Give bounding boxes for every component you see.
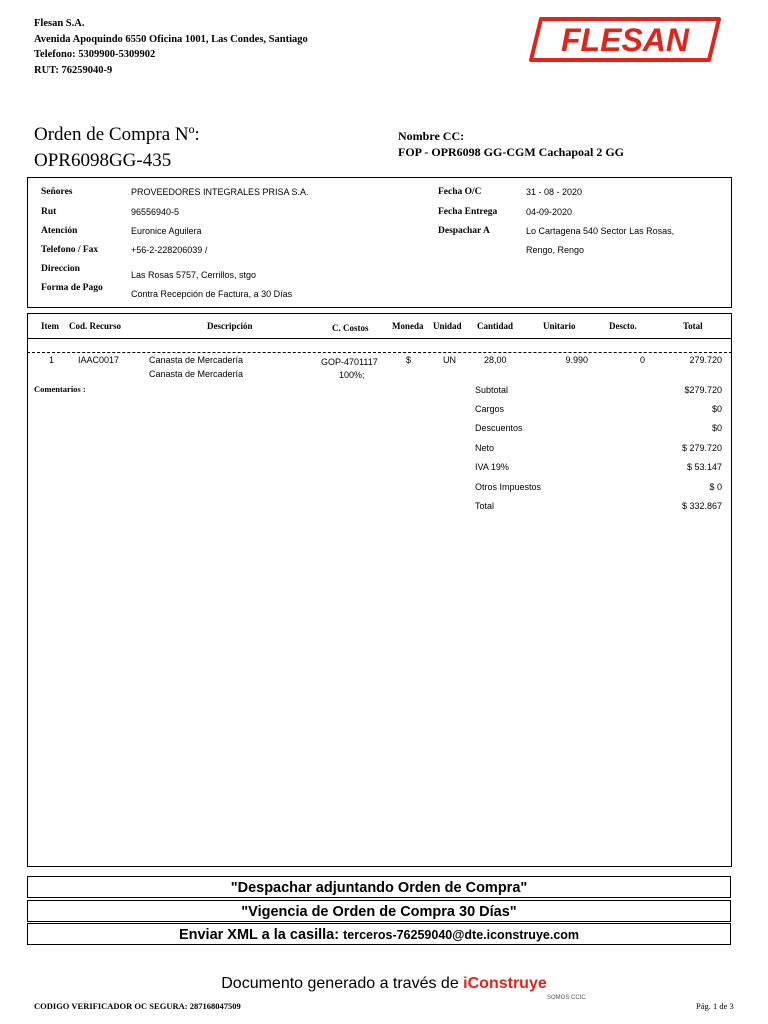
items-box [27, 313, 732, 867]
footer-generated [0, 975, 768, 993]
rut-value: 96556940-5 [131, 207, 180, 217]
col-moneda: Moneda [392, 321, 424, 331]
company-phone: Telefono: 5309900-5309902 [34, 49, 156, 60]
direccion-value: Las Rosas 5757, Cerrillos, stgo [131, 270, 257, 280]
cargos-label: Cargos [475, 404, 505, 414]
atencion-value: Euronice Aguilera [131, 226, 202, 236]
cell-desc-1: Canasta de Mercadería [149, 355, 244, 365]
senores-value: PROVEEDORES INTEGRALES PRISA S.A. [131, 187, 309, 197]
cc-label: Nombre CC: [398, 129, 465, 143]
subtotal-value: $279.720 [684, 385, 722, 395]
neto-value: $ 279.720 [681, 443, 722, 453]
col-costos: C. Costos [332, 323, 369, 333]
cc-value: FOP - OPR6098 GG-CGM Cachapoal 2 GG [398, 145, 624, 159]
fecha-oc-value: 31 - 08 - 2020 [526, 187, 583, 197]
notice-xml-label: Enviar XML a la casilla: [178, 927, 340, 943]
otros-value: $ 0 [709, 482, 722, 492]
order-number: OPR6098GG-435 [34, 150, 172, 171]
col-cantidad: Cantidad [477, 321, 514, 331]
despachar-value-1: Lo Cartagena 540 Sector Las Rosas, [526, 226, 675, 236]
neto-label: Neto [475, 443, 495, 453]
iva-value: $ 53.147 [686, 462, 722, 472]
cargos-value: $0 [711, 404, 722, 414]
cell-item: 1 [49, 355, 55, 365]
flesan-logo [527, 16, 723, 63]
order-label: Orden de Compra Nº: [34, 124, 200, 145]
order-title [34, 122, 200, 174]
col-item: Item [41, 321, 59, 331]
rut-label: Rut [41, 207, 57, 217]
col-desc: Descripción [207, 321, 253, 331]
col-cod: Cod. Recurso [69, 321, 121, 331]
col-descto: Descto. [609, 321, 637, 331]
cell-cod: IAAC0017 [78, 355, 120, 365]
company-info [34, 16, 308, 78]
cell-costos-2: 100%; [339, 370, 365, 380]
notice-vigencia: "Vigencia de Orden de Compra 30 Días" [27, 900, 731, 922]
cell-cantidad: 28,00 [484, 355, 507, 365]
cell-unitario: 9.990 [565, 355, 588, 365]
pago-label: Forma de Pago [41, 283, 103, 293]
company-name: Flesan S.A. [34, 18, 85, 29]
despachar-value-2: Rengo, Rengo [526, 245, 585, 255]
despachar-label: Despachar A [438, 226, 490, 236]
company-address: Avenida Apoquindo 6550 Oficina 1001, Las Condes, Santiago [34, 33, 308, 45]
notice-xml-email[interactable]: terceros-76259040@dte.iconstruye.com [343, 928, 580, 942]
pago-value: Contra Recepción de Factura, a 30 Días [131, 289, 293, 299]
cost-center [398, 128, 624, 160]
col-total: Total [683, 321, 703, 331]
comentarios-label: Comentarios : [34, 384, 86, 394]
notice-despachar: "Despachar adjuntando Orden de Compra" [27, 876, 731, 898]
iva-label: IVA 19% [475, 462, 509, 472]
telefono-value: +56-2-228206039 / [131, 245, 208, 255]
notice-xml [27, 923, 731, 945]
direccion-label: Direccion [41, 264, 80, 274]
fecha-entrega-value: 04-09-2020 [526, 207, 573, 217]
total-label: Total [475, 501, 495, 511]
total-value: $ 332.867 [681, 501, 722, 511]
verification-code: CODIGO VERIFICADOR OC SEGURA: 287168047509 [34, 1001, 241, 1011]
telefono-label: Telefono / Fax [41, 245, 99, 255]
fecha-oc-label: Fecha O/C [438, 187, 482, 197]
header-divider [27, 338, 732, 339]
page-number: Pág. 1 de 3 [696, 1001, 734, 1011]
cell-unidad: UN [443, 355, 456, 365]
descuentos-value: $0 [711, 423, 722, 433]
cell-moneda: $ [406, 355, 412, 365]
cell-costos-1: GOP-4701117 [321, 357, 378, 367]
atencion-label: Atención [41, 226, 78, 236]
col-unidad: Unidad [433, 321, 462, 331]
cell-total: 279.720 [689, 355, 722, 365]
iconstruye-logo: iConstruye [463, 975, 547, 992]
senores-label: Señores [41, 187, 73, 197]
otros-label: Otros Impuestos [475, 482, 542, 492]
cell-descto: 0 [640, 355, 646, 365]
logo-text: FLESAN [561, 22, 689, 58]
company-rut: RUT: 76259040-9 [34, 64, 113, 76]
descuentos-label: Descuentos [475, 423, 523, 433]
generated-text: Documento generado a través de [221, 975, 459, 992]
brand-sub: SOMOS CCIC [547, 995, 586, 1001]
subtotal-label: Subtotal [475, 385, 509, 395]
cell-desc-2: Canasta de Mercadería [149, 369, 244, 379]
fecha-entrega-label: Fecha Entrega [438, 207, 498, 217]
dashed-divider [27, 352, 732, 353]
col-unitario: Unitario [543, 321, 576, 331]
